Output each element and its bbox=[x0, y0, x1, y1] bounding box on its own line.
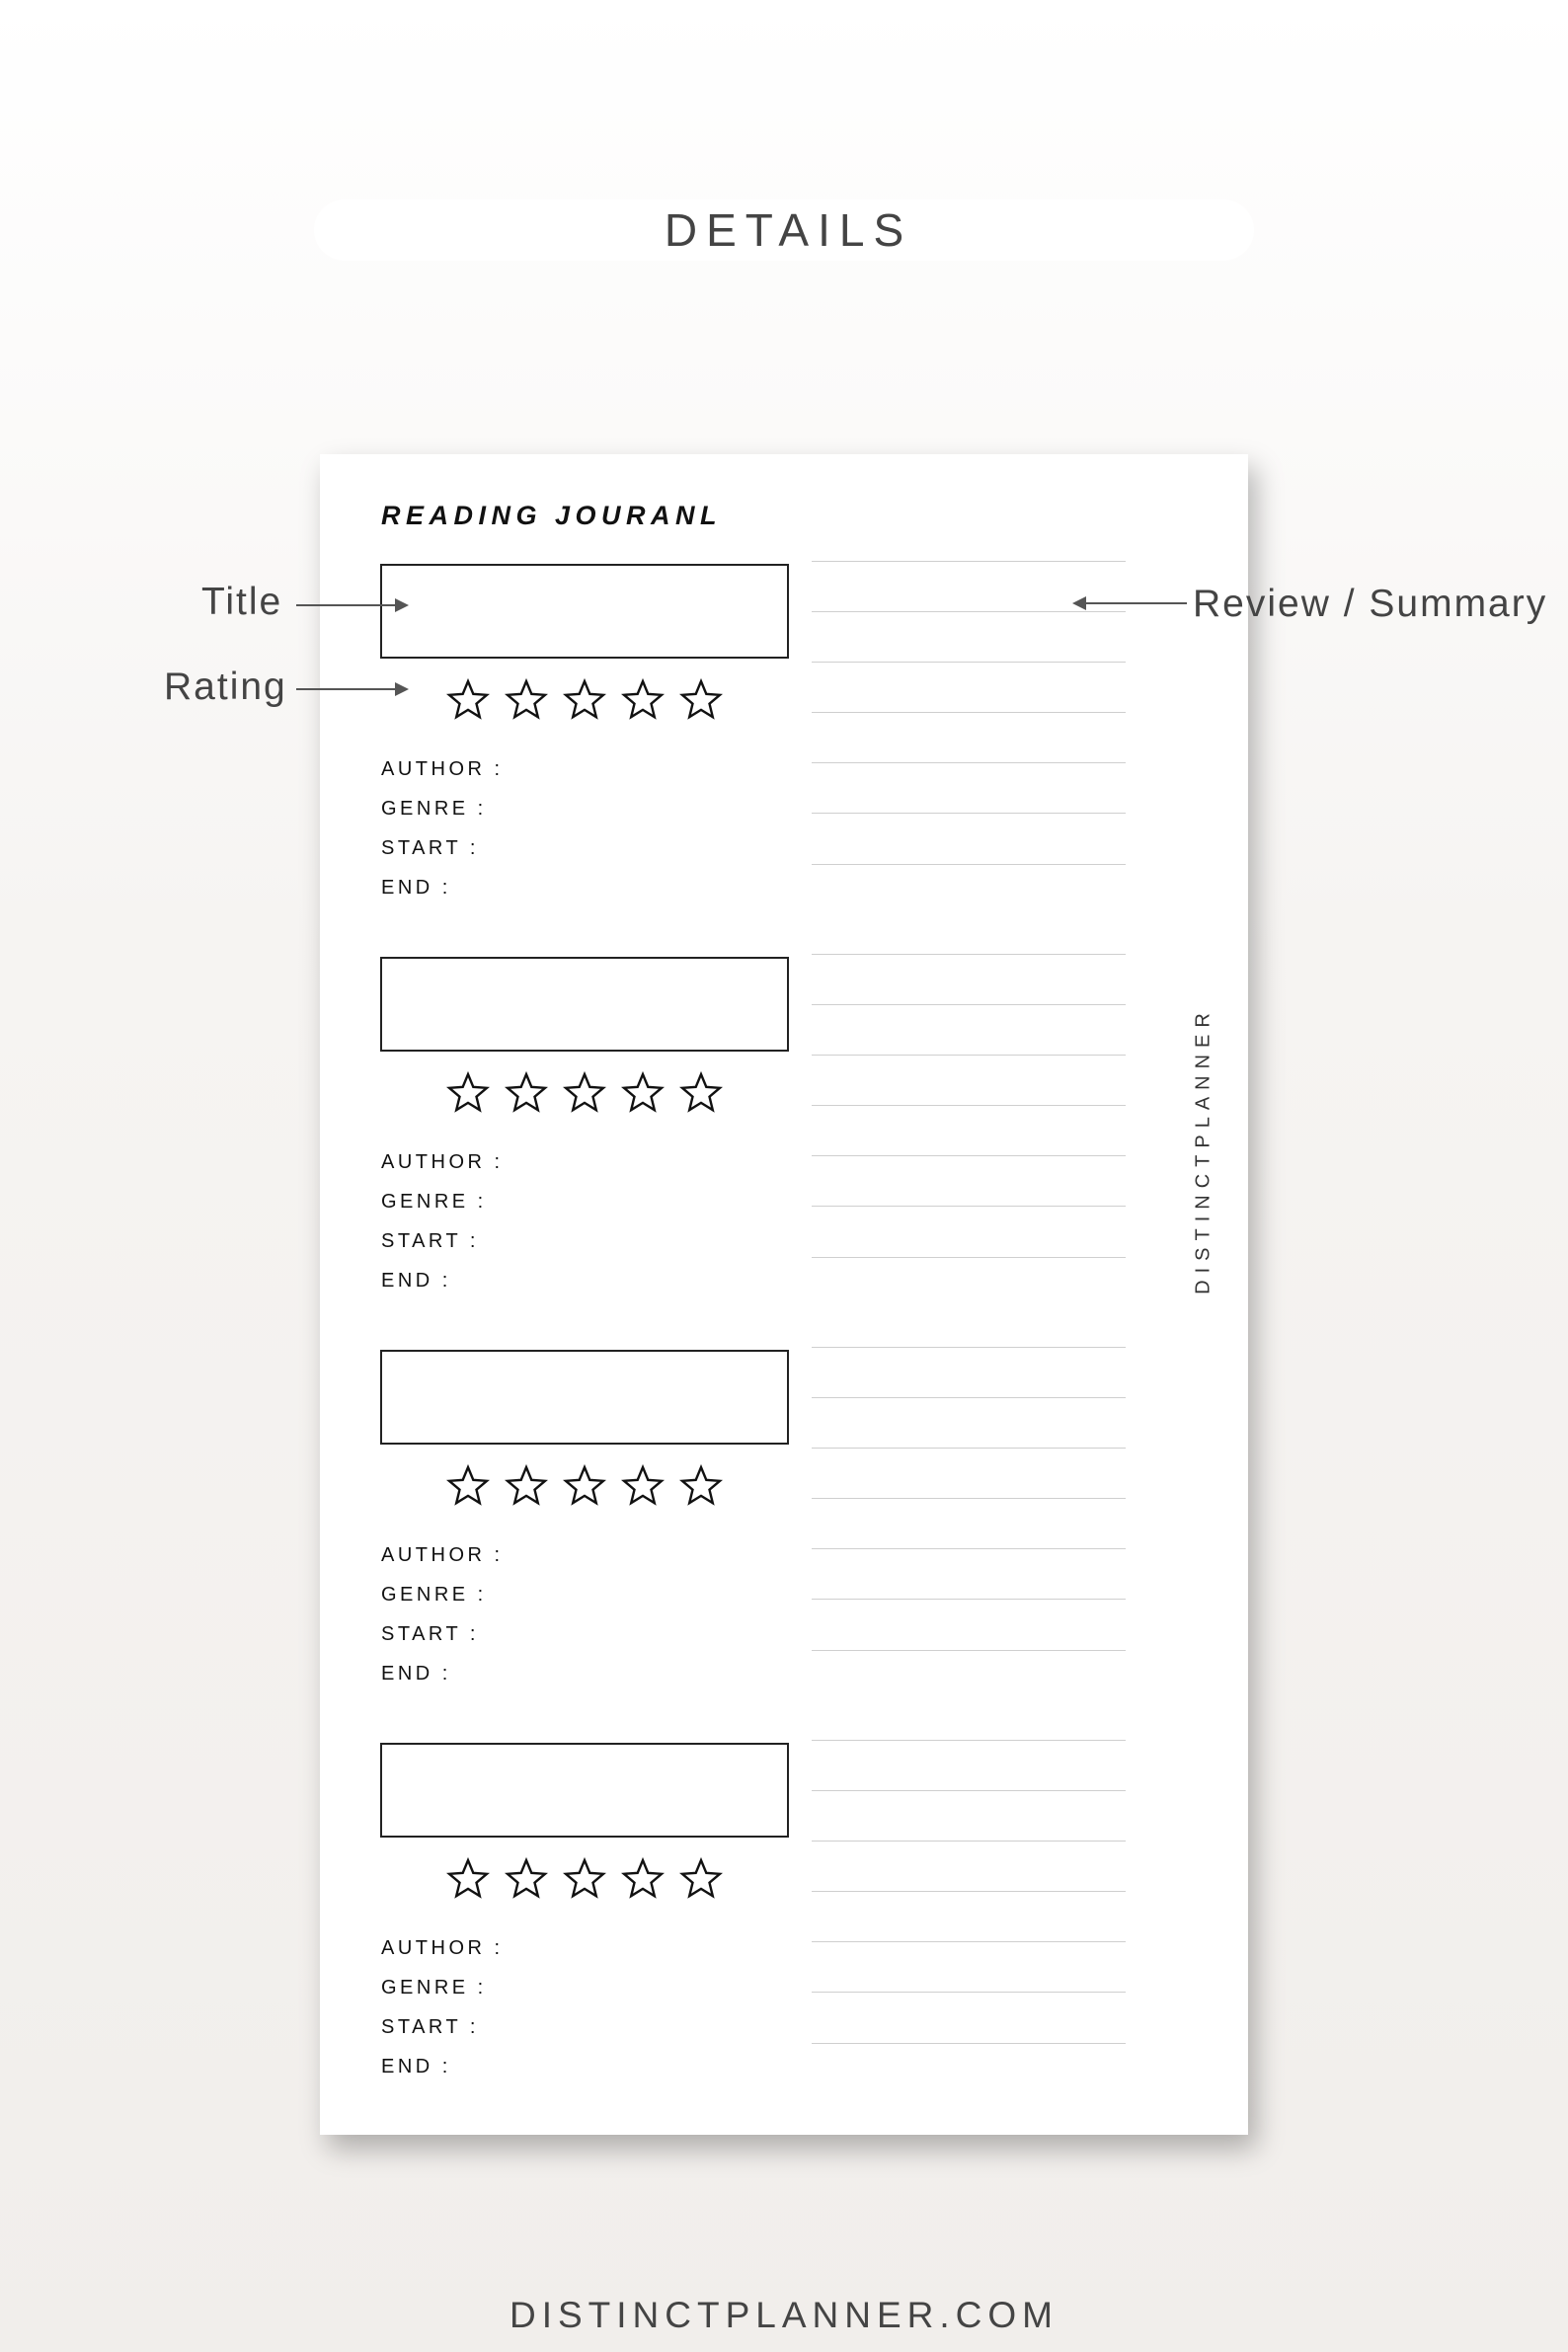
star-outline-icon[interactable] bbox=[563, 1071, 606, 1115]
details-label: DETAILS bbox=[664, 204, 913, 256]
callout-rating-arrow bbox=[296, 688, 397, 690]
review-line[interactable] bbox=[812, 1347, 1126, 1348]
review-line[interactable] bbox=[812, 1206, 1126, 1207]
callout-review-arrow bbox=[1084, 602, 1187, 604]
journal-entry bbox=[320, 564, 1248, 957]
review-line[interactable] bbox=[812, 1448, 1126, 1449]
footer-url: DISTINCTPLANNER.COM bbox=[510, 2295, 1058, 2335]
review-line[interactable] bbox=[812, 1650, 1126, 1651]
callout-rating: Rating bbox=[164, 666, 287, 708]
field-label: GENRE : bbox=[381, 798, 487, 820]
star-outline-icon[interactable] bbox=[446, 678, 490, 722]
star-rating[interactable] bbox=[446, 1464, 743, 1510]
journal-entry bbox=[320, 957, 1248, 1350]
review-line[interactable] bbox=[812, 1498, 1126, 1499]
review-line[interactable] bbox=[812, 954, 1126, 955]
star-outline-icon[interactable] bbox=[621, 1857, 665, 1901]
field-label: START : bbox=[381, 1623, 479, 1645]
journal-entry bbox=[320, 1350, 1248, 1743]
reading-journal-sheet bbox=[320, 454, 1248, 2135]
star-outline-icon[interactable] bbox=[505, 678, 548, 722]
star-outline-icon[interactable] bbox=[679, 1464, 723, 1508]
review-line[interactable] bbox=[812, 611, 1126, 612]
star-outline-icon[interactable] bbox=[446, 1464, 490, 1508]
brand-vertical: DISTINCTPLANNER bbox=[1192, 1006, 1215, 1294]
star-outline-icon[interactable] bbox=[505, 1464, 548, 1508]
star-outline-icon[interactable] bbox=[679, 678, 723, 722]
field-label: START : bbox=[381, 2016, 479, 2038]
sheet-title: READING JOURANL bbox=[381, 501, 723, 530]
field-label: AUTHOR : bbox=[381, 758, 504, 780]
review-line[interactable] bbox=[812, 1740, 1126, 1741]
field-label: GENRE : bbox=[381, 1977, 487, 1999]
field-label: END : bbox=[381, 1663, 451, 1685]
review-line[interactable] bbox=[812, 1105, 1126, 1106]
star-outline-icon[interactable] bbox=[505, 1857, 548, 1901]
callout-title-arrow bbox=[296, 604, 397, 606]
review-line[interactable] bbox=[812, 1891, 1126, 1892]
star-outline-icon[interactable] bbox=[621, 678, 665, 722]
review-line[interactable] bbox=[812, 662, 1126, 663]
review-line[interactable] bbox=[812, 2043, 1126, 2044]
field-label: AUTHOR : bbox=[381, 1151, 504, 1173]
field-label: START : bbox=[381, 837, 479, 859]
star-outline-icon[interactable] bbox=[446, 1071, 490, 1115]
star-outline-icon[interactable] bbox=[621, 1464, 665, 1508]
review-line[interactable] bbox=[812, 561, 1126, 562]
star-outline-icon[interactable] bbox=[446, 1857, 490, 1901]
star-outline-icon[interactable] bbox=[679, 1071, 723, 1115]
book-title-box[interactable] bbox=[380, 564, 789, 659]
review-line[interactable] bbox=[812, 762, 1126, 763]
review-line[interactable] bbox=[812, 1992, 1126, 1993]
field-label: END : bbox=[381, 877, 451, 899]
review-line[interactable] bbox=[812, 1841, 1126, 1842]
star-outline-icon[interactable] bbox=[621, 1071, 665, 1115]
review-line[interactable] bbox=[812, 1599, 1126, 1600]
book-title-box[interactable] bbox=[380, 1350, 789, 1445]
review-line[interactable] bbox=[812, 1055, 1126, 1056]
review-line[interactable] bbox=[812, 1397, 1126, 1398]
star-outline-icon[interactable] bbox=[505, 1071, 548, 1115]
book-title-box[interactable] bbox=[380, 1743, 789, 1838]
review-line[interactable] bbox=[812, 1941, 1126, 1942]
review-line[interactable] bbox=[812, 1548, 1126, 1549]
review-line[interactable] bbox=[812, 1004, 1126, 1005]
field-label: AUTHOR : bbox=[381, 1937, 504, 1959]
review-line[interactable] bbox=[812, 864, 1126, 865]
journal-entry bbox=[320, 1743, 1248, 2136]
review-line[interactable] bbox=[812, 712, 1126, 713]
review-line[interactable] bbox=[812, 1790, 1126, 1791]
book-title-box[interactable] bbox=[380, 957, 789, 1052]
star-outline-icon[interactable] bbox=[563, 678, 606, 722]
arrow-right-icon bbox=[395, 682, 409, 696]
field-label: END : bbox=[381, 1270, 451, 1292]
star-rating[interactable] bbox=[446, 678, 743, 724]
review-line[interactable] bbox=[812, 813, 1126, 814]
field-label: START : bbox=[381, 1230, 479, 1252]
star-outline-icon[interactable] bbox=[563, 1857, 606, 1901]
star-outline-icon[interactable] bbox=[679, 1857, 723, 1901]
star-rating[interactable] bbox=[446, 1071, 743, 1117]
arrow-right-icon bbox=[395, 598, 409, 612]
callout-review: Review / Summary bbox=[1193, 583, 1548, 625]
field-label: END : bbox=[381, 2056, 451, 2078]
field-label: GENRE : bbox=[381, 1191, 487, 1213]
star-outline-icon[interactable] bbox=[563, 1464, 606, 1508]
star-rating[interactable] bbox=[446, 1857, 743, 1903]
details-header bbox=[314, 199, 1254, 261]
field-label: AUTHOR : bbox=[381, 1544, 504, 1566]
review-line[interactable] bbox=[812, 1257, 1126, 1258]
field-label: GENRE : bbox=[381, 1584, 487, 1606]
review-line[interactable] bbox=[812, 1155, 1126, 1156]
callout-title: Title bbox=[201, 581, 283, 623]
